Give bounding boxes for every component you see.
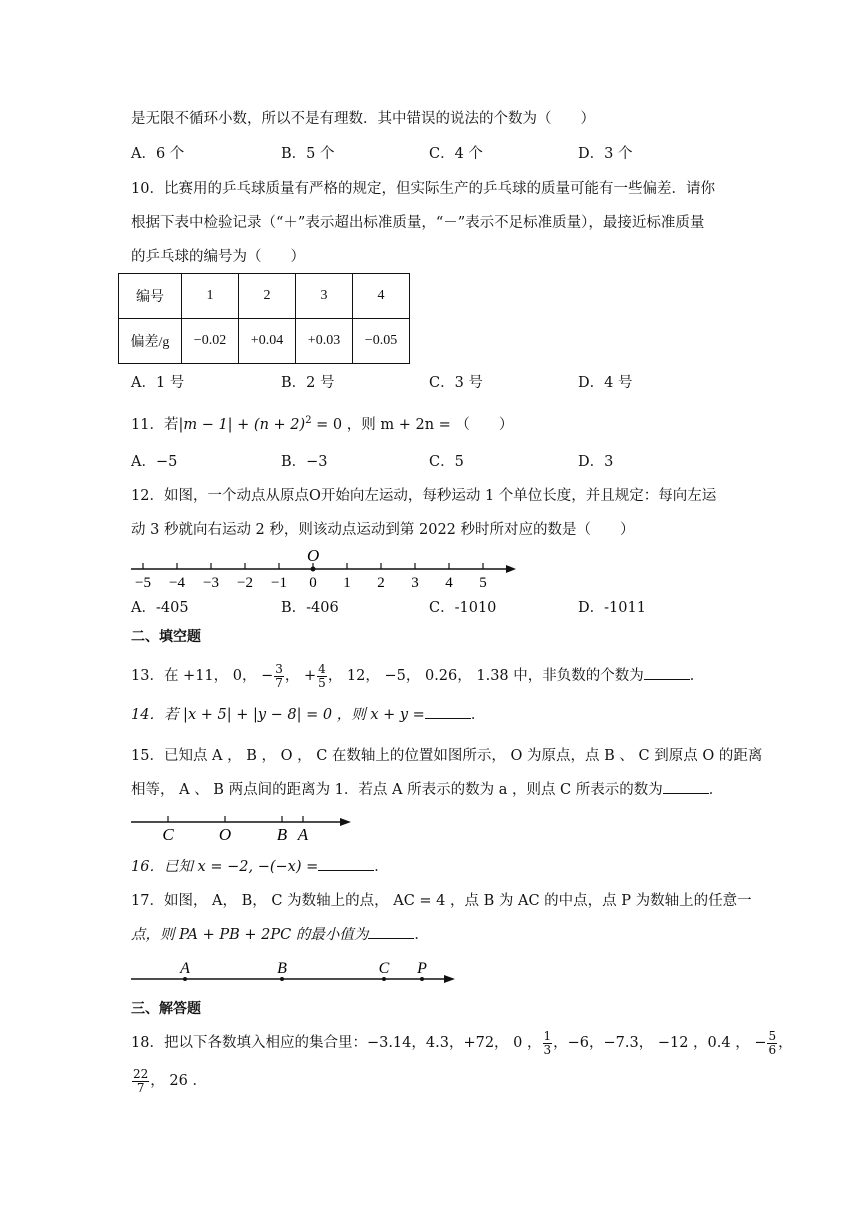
table-cell: 4 [353,274,410,319]
q12-line2: 动 3 秒就向右运动 2 秒，则该动点运动到第 2022 秒时所对应的数是（ ） [131,522,635,538]
numerator: 22 [133,1066,149,1081]
point-label: C [162,825,174,844]
tick-label: 4 [445,575,453,591]
tick-label: −1 [271,575,287,591]
table-cell: 1 [182,274,239,319]
q12-option-a[interactable]: A．-405 [131,600,189,616]
denominator: 3 [543,1042,552,1057]
point-label: B [276,825,288,844]
q10-line3: 的乒乓球的编号为（ ） [131,249,305,265]
q12-option-c[interactable]: C．-1010 [429,600,497,616]
q18-line2 [131,1064,207,1098]
table-cell: −0.05 [353,319,410,364]
point-dot [280,977,284,981]
q13-text-b: ， + [284,668,317,684]
table-header-cell: 偏差/g [119,319,182,364]
q11-option-d[interactable]: D．3 [578,454,614,470]
point-dot [420,977,424,981]
q17-line1: 17．如图， A， B， C 为数轴上的点， AC = 4 ，点 B 为 AC 的中点，点 P 为数轴上的任意一 [131,893,752,909]
q9-option-c[interactable]: C．4 个 [429,146,483,162]
q13-text-d: ． [689,668,705,684]
section-heading-fill-in: 二、填空题 [131,629,201,645]
q10-option-a[interactable]: A．1 号 [131,375,185,391]
q12-line1: 12．如图，一个动点从原点O开始向左运动，每秒运动 1 个单位长度，并且规定：每向左运 [131,488,717,504]
q14-text-end: ． [470,707,486,723]
q10-line1: 10．比赛用的乒乓球质量有严格的规定，但实际生产的乒乓球的质量可能有一些偏差．请你 [131,181,715,197]
q17-text-end: ． [414,927,429,943]
tick-label: −2 [237,575,253,591]
tick-label: −4 [169,575,185,591]
q10-line2: 根据下表中检验记录（“＋”表示超出标准质量，“－”表示不足标准质量），最接近标准质量 [131,215,705,231]
point-marks [179,960,427,981]
tick-label: 2 [377,575,385,591]
point-label: C [378,960,390,977]
point-label: O [218,825,232,844]
q18-text-b: ，−6，−7.3， −12 ，0.4 ， − [553,1035,767,1051]
denominator: 7 [136,1080,145,1095]
fraction [543,1030,553,1057]
q12-option-d[interactable]: D．-1011 [578,600,646,616]
denominator: 7 [275,675,283,690]
origin-label: O [307,546,320,565]
point-dot [183,977,187,981]
fraction [132,1068,149,1095]
q15-text: 相等， A 、 B 两点间的距离为 1．若点 A 所表示的数为 a ，则点 C 所表示的数为 [131,782,663,798]
point-dot [382,977,386,981]
q12-option-b[interactable]: B．-406 [281,600,339,616]
q11-exponent: 2 [305,415,312,426]
table-header-cell: 编号 [119,274,182,319]
q9-option-b[interactable]: B．5 个 [281,146,335,162]
tick-label: −5 [135,575,151,591]
tick-label: 0 [309,575,317,591]
table-cell: +0.04 [239,319,296,364]
q13-text-c: ， 12， −5， 0.26， 1.38 中，非负数的个数为 [327,668,644,684]
numerator: 3 [275,661,283,676]
q14-text: 14．若 |x + 5| + |y − 8| = 0 ，则 x + y = [131,707,425,723]
numerator: 5 [768,1028,777,1043]
numerator: 4 [318,661,326,676]
tick-label: 5 [479,575,487,591]
section-heading-solutions: 三、解答题 [131,1001,201,1017]
q10-option-b[interactable]: B．2 号 [281,375,335,391]
point-label: P [417,960,427,977]
q13-text-a: 13．在 +11， 0， − [131,668,274,684]
tick-label: 1 [343,575,351,591]
q11-option-a[interactable]: A．−5 [131,454,178,470]
q18-text-a: 18．把以下各数填入相应的集合里：−3.14，4.3，+72， 0 ， [131,1035,542,1051]
table-cell: +0.03 [296,319,353,364]
q17-text: 点，则 PA + PB + 2PC 的最小值为 [131,927,369,943]
q11-prefix: 11．若 [131,416,179,433]
tick-label: 3 [411,575,419,591]
q10-option-c[interactable]: C．3 号 [429,375,483,391]
q16-text-end: ． [374,859,389,875]
arrow-icon [444,975,455,983]
q11-option-b[interactable]: B．−3 [281,454,328,470]
q11-option-c[interactable]: C．5 [429,454,464,470]
denominator: 5 [318,675,326,690]
point-label: B [277,960,287,977]
fraction [767,1030,777,1057]
q9-option-a[interactable]: A．6 个 [131,146,185,162]
q9-tail-text: 是无限不循环小数，所以不是有理数．其中错误的说法的个数为（ ） [131,111,595,127]
numerator: 1 [543,1028,552,1043]
point-label: A [180,960,190,977]
q15-line1: 15．已知点 A ， B ， O ， C 在数轴上的位置如图所示， O 为原点，点 B 、 C 到原点 O 的距离 [131,748,763,764]
denominator: 6 [768,1042,777,1057]
q18-text-d: ， 26 ． [150,1073,207,1089]
tick-label: −3 [203,575,219,591]
q15-text-end: ． [708,782,724,798]
q16-text: 16．已知 x = −2, −(−x) = [131,859,319,875]
table-cell: −0.02 [182,319,239,364]
q10-option-d[interactable]: D．4 号 [578,375,633,391]
q18-text-c: ， [778,1035,793,1051]
q9-option-d[interactable]: D．3 个 [578,146,633,162]
q18-line1 [131,1026,793,1060]
table-cell: 3 [296,274,353,319]
point-label: A [297,825,309,844]
q11-expression: |m − 1| + (n + 2) [178,416,306,433]
table-cell: 2 [239,274,296,319]
q11-expression-tail: = 0 ，则 m + 2n = （ ） [311,416,514,433]
